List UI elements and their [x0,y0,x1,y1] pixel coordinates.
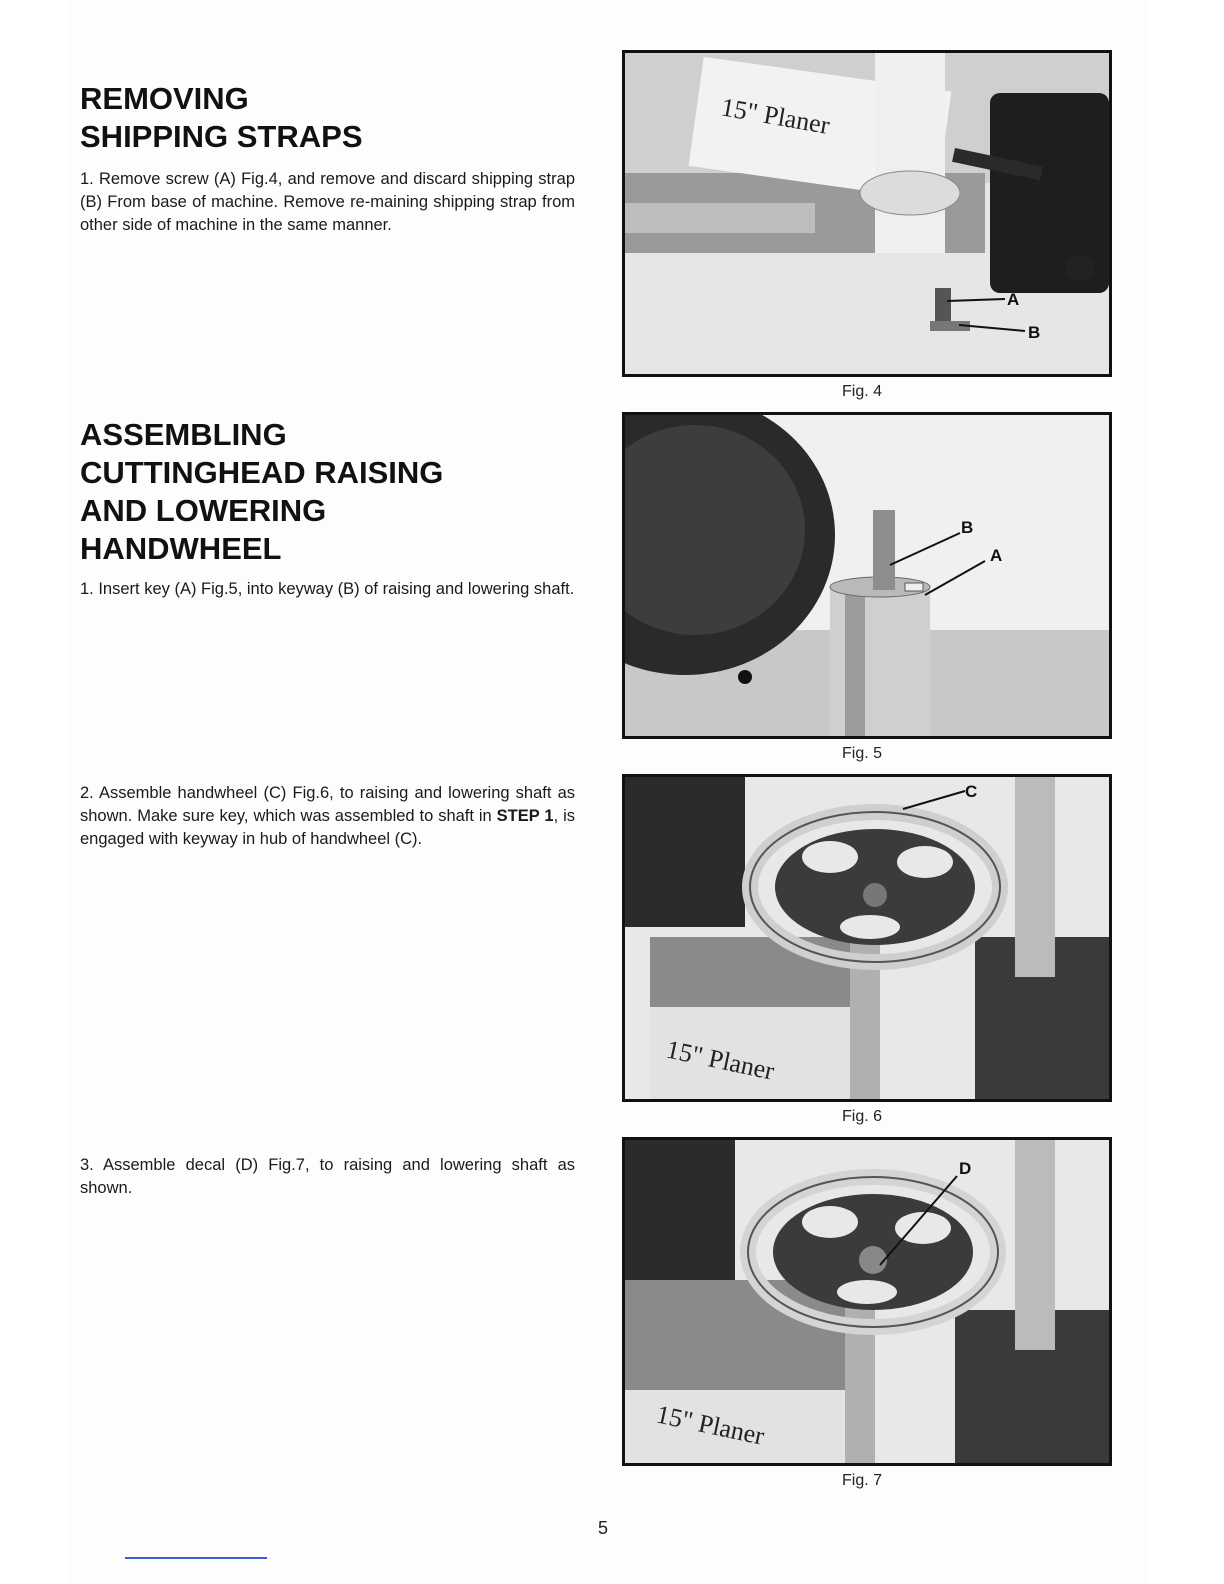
bottom-rule [125,1557,267,1559]
fig4-callout-b: B [1028,323,1041,342]
fig5-callout-b: B [961,518,974,537]
figure-7-photo [622,1137,1112,1466]
heading-line: HANDWHEEL [80,531,282,566]
figure-6-photo [622,774,1112,1102]
fig4-planer-decal: 15" Planer [718,92,832,140]
figure-4-caption: Fig. 4 [842,383,883,400]
fig4-callout-a: A [1007,290,1020,309]
assembling-step-1: 1. Insert key (A) Fig.5, into keyway (B) of raising and lowering shaft. [80,580,575,598]
fig7-planer-decal: 15" Planer [653,1399,767,1451]
step-2-text: 2. Assemble handwheel (C) Fig.6, to raising and lowering shaft as shown. Make sure key, which was assembled to shaft in [80,784,575,825]
step-2-bold-ref: STEP 1 [496,807,554,825]
figure-5-photo [622,412,1112,739]
fig5-callout-a: A [990,546,1003,565]
figure-6-caption: Fig. 6 [842,1108,883,1125]
assembling-step-3: 3. Assemble decal (D) Fig.7, to raising and lowering shaft as shown. [80,1156,575,1197]
assembling-step-2 [80,782,575,851]
heading-line: SHIPPING STRAPS [80,119,363,154]
figure-7-caption: Fig. 7 [842,1472,883,1489]
fig6-planer-decal: 15" Planer [663,1034,777,1086]
removing-step-1: 1. Remove screw (A) Fig.4, and remove and discard shipping strap (B) From base of machine. Remove re-maining shipping strap from other side of machine in the same manner. [80,170,575,234]
heading-line: CUTTINGHEAD RAISING [80,455,444,490]
fig7-callout-d: D [959,1159,972,1178]
figure-5-caption: Fig. 5 [842,745,883,762]
figure-4-photo [622,50,1112,377]
heading-line: AND LOWERING [80,493,327,528]
fig6-callout-c: C [965,782,978,801]
heading-line: REMOVING [80,81,249,116]
step-2-text-end: , is engaged with keyway in hub of handwheel (C). [80,807,575,848]
heading-line: ASSEMBLING [80,417,287,452]
heading-removing-shipping-straps [80,80,363,156]
heading-assembling-handwheel [80,416,443,568]
page-number: 5 [598,1518,609,1538]
